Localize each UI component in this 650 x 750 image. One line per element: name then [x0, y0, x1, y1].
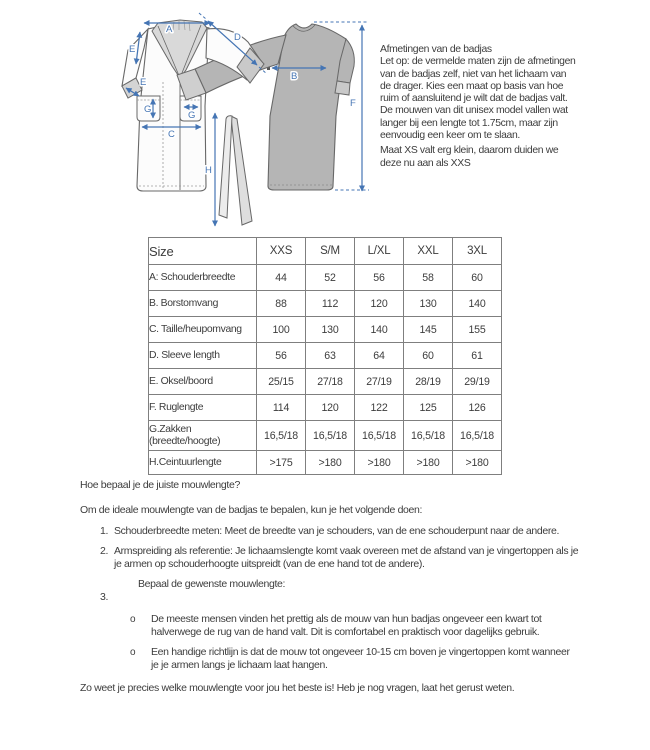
- measure-value: 88: [257, 291, 306, 317]
- measure-value: 112: [306, 291, 355, 317]
- measure-value: 100: [257, 317, 306, 343]
- size-header: Size: [149, 238, 257, 265]
- label-c: C: [168, 129, 175, 140]
- info-note: Maat XS valt erg klein, daarom duiden we deze nu aan als XXS: [380, 145, 559, 169]
- back-robe-cuff: [335, 81, 350, 95]
- measure-value: 130: [306, 317, 355, 343]
- measure-value: 16,5/18: [306, 421, 355, 451]
- measure-value: 64: [355, 343, 404, 369]
- measure-value: 125: [404, 395, 453, 421]
- label-e-cuff: E: [140, 77, 147, 88]
- guide-intro: Om de ideale mouwlengte van de badjas te bepalen, kun je het volgende doen:: [80, 503, 423, 516]
- measure-label: D. Sleeve length: [149, 343, 257, 369]
- guide-bullets: [130, 613, 586, 673]
- step-number: 2.: [100, 544, 109, 557]
- belt-illustration: [219, 116, 252, 225]
- table-row: [149, 291, 502, 317]
- measure-value: 27/18: [306, 369, 355, 395]
- measure-value: 130: [404, 291, 453, 317]
- guide-bullet: [130, 613, 586, 640]
- measure-value: >180: [404, 451, 453, 475]
- size-column-header: 3XL: [453, 238, 502, 265]
- measure-value: 122: [355, 395, 404, 421]
- size-column-header: S/M: [306, 238, 355, 265]
- guide-heading: Hoe bepaal je de juiste mouwlengte?: [80, 479, 240, 491]
- guide-step: [100, 591, 586, 605]
- measure-value: 28/19: [404, 369, 453, 395]
- measure-value: >180: [453, 451, 502, 475]
- measure-value: 120: [355, 291, 404, 317]
- measure-label: F. Ruglengte: [149, 395, 257, 421]
- bullet-marker: o: [130, 646, 136, 658]
- guide-step3-title: Bepaal de gewenste mouwlengte:: [138, 577, 286, 590]
- step-number: 1.: [100, 525, 109, 537]
- guide-outro: Zo weet je precies welke mouwlengte voor jou het beste is! Heb je nog vragen, laat het gerust weten.: [80, 681, 515, 694]
- measure-label: H.Ceintuurlengte: [149, 451, 257, 475]
- label-a: A: [166, 24, 173, 35]
- size-table: [148, 237, 502, 475]
- measure-value: 120: [306, 395, 355, 421]
- measure-value: 25/15: [257, 369, 306, 395]
- table-row: [149, 395, 502, 421]
- measure-label: C. Taille/heupomvang: [149, 317, 257, 343]
- measure-value: 52: [306, 265, 355, 291]
- measure-value: 16,5/18: [355, 421, 404, 451]
- guide-step: [100, 545, 586, 572]
- info-title: Afmetingen van de badjas: [380, 44, 492, 55]
- measure-value: 58: [404, 265, 453, 291]
- measure-value: 60: [404, 343, 453, 369]
- sleeve-guide-section: [80, 479, 586, 695]
- measure-value: >175: [257, 451, 306, 475]
- measure-value: >180: [306, 451, 355, 475]
- label-b: B: [291, 71, 298, 82]
- step-text: Schouderbreedte meten: Meet de breedte van je schouders, van de ene schouderpunt naar de andere.: [114, 525, 560, 537]
- measure-value: 114: [257, 395, 306, 421]
- table-header-row: [149, 238, 502, 265]
- label-h: H: [205, 165, 212, 176]
- measure-value: 61: [453, 343, 502, 369]
- label-g-width: G: [188, 110, 196, 121]
- robe-measurement-diagram: [100, 6, 375, 238]
- table-row: [149, 265, 502, 291]
- measure-value: 145: [404, 317, 453, 343]
- measure-value: 16,5/18: [453, 421, 502, 451]
- measure-value: 27/19: [355, 369, 404, 395]
- label-g-height: G: [144, 104, 152, 115]
- guide-steps: [100, 525, 586, 605]
- measure-value: 63: [306, 343, 355, 369]
- label-d: D: [234, 32, 241, 43]
- guide-bullet: [130, 646, 586, 673]
- step-number: 3.: [100, 591, 109, 603]
- measure-value: 126: [453, 395, 502, 421]
- size-column-header: L/XL: [355, 238, 404, 265]
- table-row: [149, 451, 502, 475]
- info-body: Let op: de vermelde maten zijn de afmetingen van de badjas zelf, niet van het lichaam van de drager. Kies een maat op basis van hoe ruim of aansluitend je wilt dat de badjas valt. De mouwen van dit unisex model vallen wat langer bij een lengte tot 1.75cm, maar zijn eenvoudig een keer om te slaan.: [380, 56, 576, 142]
- label-e-armpit: E: [129, 44, 136, 55]
- bullet-text: Een handige richtlijn is dat de mouw tot ongeveer 10-15 cm boven je vingertoppen komt wanneer je je armen langs je lichaam laat hangen.: [151, 645, 570, 671]
- step-text: [114, 591, 586, 605]
- measure-value: 56: [355, 265, 404, 291]
- measure-value: 140: [453, 291, 502, 317]
- measure-label: E. Oksel/boord: [149, 369, 257, 395]
- measure-label: B. Borstomvang: [149, 291, 257, 317]
- measure-value: 16,5/18: [257, 421, 306, 451]
- measure-value: 140: [355, 317, 404, 343]
- measure-value: 60: [453, 265, 502, 291]
- info-panel: [380, 44, 578, 170]
- measure-label: A: Schouderbreedte: [149, 265, 257, 291]
- guide-step: [100, 525, 586, 539]
- table-row: [149, 369, 502, 395]
- label-f: F: [350, 98, 356, 109]
- bullet-text: De meeste mensen vinden het prettig als de mouw van hun badjas ongeveer een kwart tot halverwege de rug van de hand valt. Dit is comfortabel en praktisch voor dagelijks gebruik.: [151, 612, 542, 638]
- table-row: [149, 343, 502, 369]
- size-column-header: XXL: [404, 238, 453, 265]
- measure-value: 44: [257, 265, 306, 291]
- measure-value: 155: [453, 317, 502, 343]
- size-column-header: XXS: [257, 238, 306, 265]
- measure-value: 16,5/18: [404, 421, 453, 451]
- step-text: Armspreiding als referentie: Je lichaamslengte komt vaak overeen met de afstand van je vingertoppen als je je armen op schouderhoogte uitspreidt (van de ene hand tot de andere).: [114, 544, 579, 570]
- measure-label: G.Zakken (breedte/hoogte): [149, 421, 257, 451]
- measure-value: >180: [355, 451, 404, 475]
- measure-value: 29/19: [453, 369, 502, 395]
- bullet-marker: o: [130, 613, 136, 625]
- measure-value: 56: [257, 343, 306, 369]
- table-row: [149, 421, 502, 451]
- table-row: [149, 317, 502, 343]
